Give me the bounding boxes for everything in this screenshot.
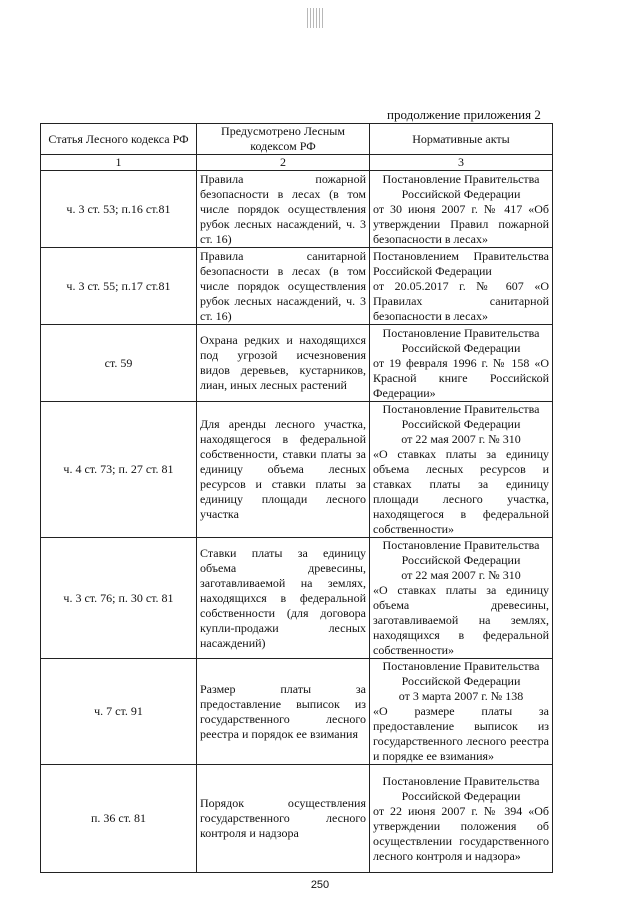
header-acts: Нормативные акты xyxy=(370,124,553,155)
act-cell xyxy=(370,325,553,402)
act-date: от 3 марта 2007 г. № 138 xyxy=(398,689,524,703)
table-row xyxy=(41,325,553,402)
act-title: Постановление Правительства Российской Федерации xyxy=(382,325,540,355)
act-body: от 22 июня 2007 г. № 394 «Об утверждении положения об осуществлении государственного лесного контроля и надзора» xyxy=(373,803,549,863)
act-body: «О ставках платы за единицу объема лесных ресурсов и ставках платы за единицу площади лесного участка, находящегося в федеральной собственности» xyxy=(373,447,549,536)
article-cell: ч. 7 ст. 91 xyxy=(41,659,197,765)
table-row xyxy=(41,248,553,325)
act-title: Постановление Правительства Российской Федерации xyxy=(382,773,540,803)
provision-cell: Размер платы за предоставление выписок из государственного лесного реестра и порядок ее взимания xyxy=(197,659,370,765)
act-cell xyxy=(370,765,553,873)
provision-cell: Для аренды лесного участка, находящегося в федеральной собственности, ставки платы за единицу объема лесных ресурсов и ставки платы за единицу площади лесного участка xyxy=(197,402,370,538)
column-number-row xyxy=(41,155,553,171)
article-cell: ч. 4 ст. 73; п. 27 ст. 81 xyxy=(41,402,197,538)
table-row xyxy=(41,659,553,765)
act-cell xyxy=(370,248,553,325)
act-body: «О ставках платы за единицу объема древесины, заготавливаемой на землях, находящихся в федеральной собственности» xyxy=(373,583,549,657)
act-date: от 22 мая 2007 г. № 310 xyxy=(401,432,521,446)
act-title: Постановление Правительства Российской Федерации xyxy=(382,538,540,567)
act-cell xyxy=(370,402,553,538)
act-cell xyxy=(370,538,553,659)
act-body: «О размере платы за предоставление выписок из государственного лесного реестра и порядке ее взимания» xyxy=(373,704,549,763)
act-cell xyxy=(370,659,553,765)
column-number: 1 xyxy=(41,155,197,171)
article-cell: ч. 3 ст. 55; п.17 ст.81 xyxy=(41,248,197,325)
provision-cell: Охрана редких и находящихся под угрозой исчезновения видов деревьев, кустарников, лиан, иных лесных растений xyxy=(197,325,370,402)
article-cell: п. 36 ст. 81 xyxy=(41,765,197,873)
act-body: от 20.05.2017 г. № 607 «О Правилах санитарной безопасности в лесах» xyxy=(373,278,549,323)
provision-cell: Ставки платы за единицу объема древесины, заготавливаемой на землях, находящихся в федеральной собственности (для договора купли-продажи лесных насаждений) xyxy=(197,538,370,659)
continuation-label: продолжение приложения 2 xyxy=(387,107,541,122)
provision-cell: Правила санитарной безопасности в лесах (в том числе порядок осуществления рубок лесных насаждений, ч. 3 ст. 16) xyxy=(197,248,370,325)
act-title: Постановление Правительства Российской Федерации xyxy=(382,171,540,201)
normative-acts-table xyxy=(40,123,553,873)
table-row xyxy=(41,765,553,873)
header-provision: Предусмотрено Лесным кодексом РФ xyxy=(197,124,370,155)
table-row xyxy=(41,538,553,659)
header-article: Статья Лесного кодекса РФ xyxy=(41,124,197,155)
act-date: от 22 мая 2007 г. № 310 xyxy=(401,568,521,582)
page-number: 250 xyxy=(310,879,330,891)
provision-cell: Порядок осуществления государственного лесного контроля и надзора xyxy=(197,765,370,873)
act-body: от 30 июня 2007 г. № 417 «Об утверждении Правил пожарной безопасности в лесах» xyxy=(373,201,549,246)
act-title: Постановление Правительства Российской Федерации xyxy=(382,659,540,688)
article-cell: ч. 3 ст. 76; п. 30 ст. 81 xyxy=(41,538,197,659)
act-body: от 19 февраля 1996 г. № 158 «О Красной книге Российской Федерации» xyxy=(373,355,549,400)
column-number: 3 xyxy=(370,155,553,171)
act-title: Постановлением Правительства Российской Федерации xyxy=(373,248,549,278)
column-number: 2 xyxy=(197,155,370,171)
table-header-row xyxy=(41,124,553,155)
act-cell xyxy=(370,171,553,248)
provision-cell: Правила пожарной безопасности в лесах (в том числе порядок осуществления рубок лесных насаждений, ч. 3 ст. 16) xyxy=(197,171,370,248)
table-row xyxy=(41,402,553,538)
act-title: Постановление Правительства Российской Федерации xyxy=(382,402,540,431)
scan-artifact xyxy=(307,8,323,28)
table-row xyxy=(41,171,553,248)
article-cell: ст. 59 xyxy=(41,325,197,402)
article-cell: ч. 3 ст. 53; п.16 ст.81 xyxy=(41,171,197,248)
